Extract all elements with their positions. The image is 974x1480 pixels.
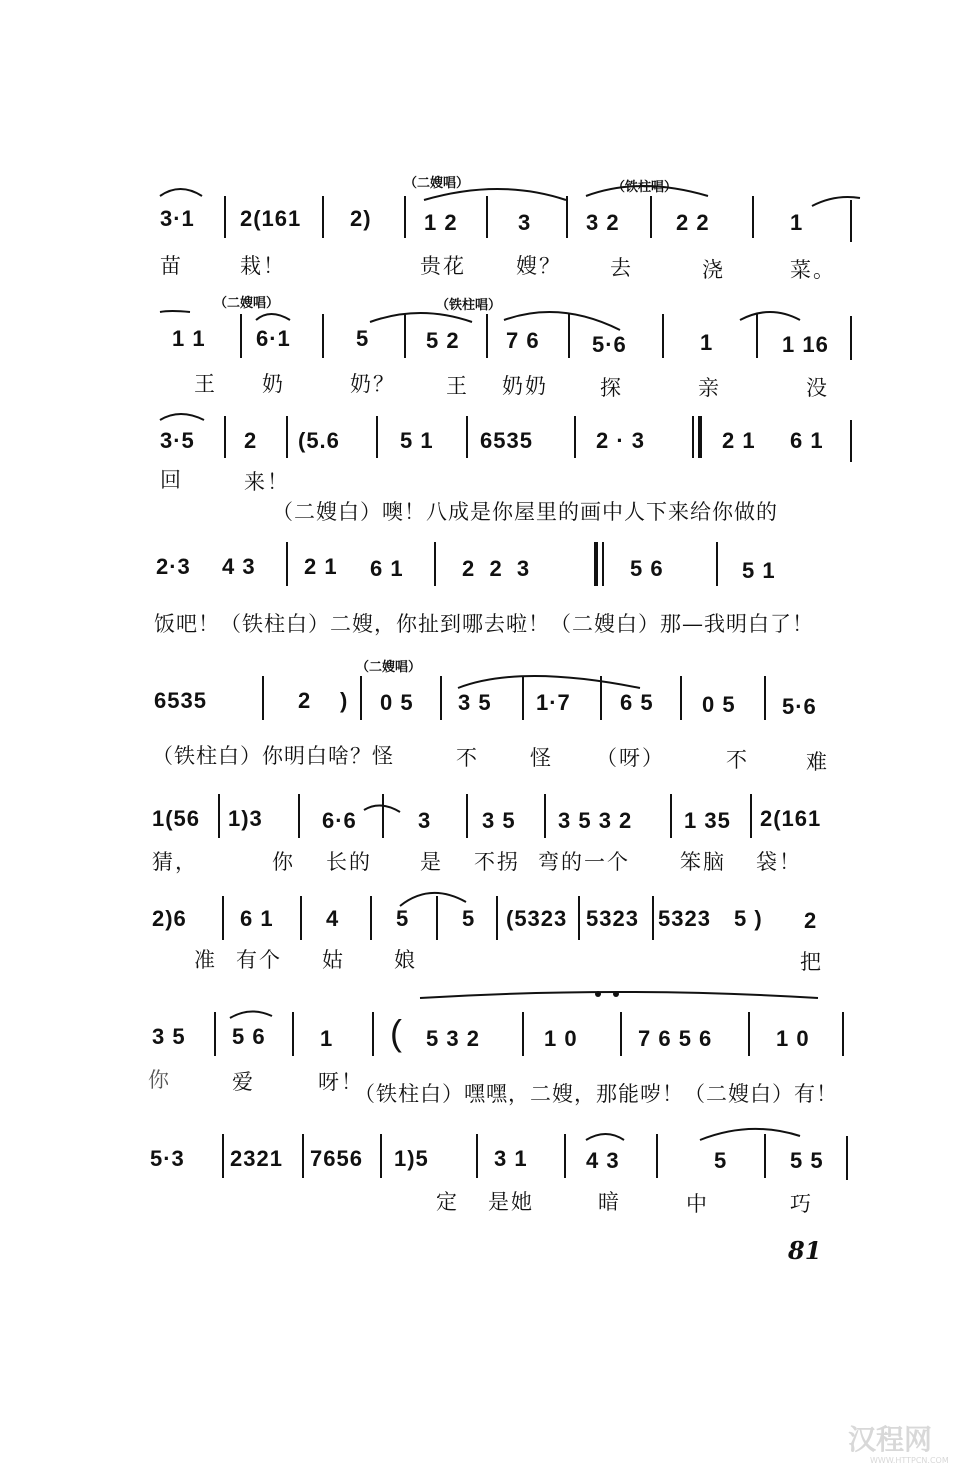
note-group: 5 ) — [734, 906, 763, 931]
bar-line — [286, 416, 288, 458]
note-group: 7 6 5 6 — [638, 1026, 713, 1051]
note-group: ( — [390, 1012, 403, 1053]
bar-line — [692, 416, 694, 458]
lyric: 不 — [456, 746, 479, 770]
bar-line — [566, 196, 568, 238]
note-group: 1 0 — [776, 1026, 810, 1051]
bar-line — [578, 896, 580, 940]
note-group: 2·3 — [156, 554, 191, 579]
bar-line — [564, 1134, 566, 1178]
note-group: 3 5 — [482, 808, 516, 833]
lyric: 娘 — [394, 948, 417, 972]
note-group: 5 5 — [790, 1148, 824, 1173]
note-group: 2321 — [230, 1146, 283, 1171]
lyric: 嫂？ — [516, 254, 562, 278]
bar-line — [764, 1134, 766, 1178]
bar-line — [656, 1134, 658, 1178]
bar-line — [842, 1012, 844, 1056]
spoken-dialogue: （铁柱白）你明白啥？怪 — [152, 744, 394, 768]
note-group: (5323 — [506, 906, 568, 931]
lyric: 去 — [610, 256, 633, 280]
note-group: 1)5 — [394, 1146, 429, 1171]
bar-line — [466, 794, 468, 838]
bar-line — [376, 416, 378, 458]
note-group: 6 1 — [790, 428, 824, 453]
bar-line — [476, 1134, 478, 1178]
note-group: (5.6 — [298, 428, 340, 453]
bar-line — [222, 1134, 224, 1178]
spoken-dialogue: 饭吧！（铁柱白）二嫂，你扯到哪去啦！（二嫂白）那—我明白了！ — [154, 612, 814, 636]
bar-line — [650, 196, 652, 238]
bar-line — [522, 676, 524, 720]
lyric: 来！ — [244, 470, 290, 494]
spoken-dialogue: （二嫂白）噢！八成是你屋里的画中人下来给你做的 — [272, 500, 778, 524]
note-group: 5 6 — [630, 556, 664, 581]
note-group: 2 2 3 — [462, 556, 531, 581]
note-group: 5 2 — [426, 328, 460, 353]
note-group: 1 — [790, 210, 804, 235]
bar-line — [752, 196, 754, 238]
bar-line — [214, 1012, 216, 1056]
note-group: 2 1 — [304, 554, 338, 579]
note-group: 5 — [356, 326, 370, 351]
note-group: 1 1 — [172, 326, 206, 351]
bar-line — [574, 416, 576, 458]
lyric: 爱 — [232, 1070, 255, 1094]
lyric: 怪 — [530, 746, 553, 770]
note-group: 3·1 — [160, 206, 195, 231]
bar-line — [440, 676, 442, 720]
note-group: 1(56 — [152, 806, 201, 831]
note-group: 3 5 3 2 — [558, 808, 633, 833]
bar-line — [850, 316, 852, 360]
bar-line — [764, 676, 766, 720]
note-group: 0 5 — [702, 692, 736, 717]
note-group: 1 0 — [544, 1026, 578, 1051]
bar-line — [652, 896, 654, 940]
note-group: 2 · 3 — [596, 428, 646, 453]
lyric: 奶奶 — [502, 374, 548, 398]
bar-line — [602, 542, 604, 586]
lyric: 弯的一个 — [538, 850, 630, 874]
note-group: 2(161 — [760, 806, 822, 831]
bar-line — [380, 1134, 382, 1178]
lyric: 栽！ — [240, 254, 286, 278]
note-group: 7656 — [310, 1146, 363, 1171]
bar-line — [680, 676, 682, 720]
note-group: 6·6 — [322, 808, 357, 833]
bar-line — [662, 314, 664, 358]
note-group: ) — [340, 688, 349, 713]
lyric: 是 — [420, 850, 443, 874]
singer-label: （二嫂唱） — [214, 296, 280, 311]
bar-line — [300, 896, 302, 940]
lyric: 浇 — [702, 258, 725, 282]
note-group: 0 5 — [380, 690, 414, 715]
bar-line — [620, 1012, 622, 1056]
bar-line — [522, 1012, 524, 1056]
bar-line — [436, 896, 438, 940]
lyric: 呀！ — [318, 1070, 364, 1094]
lyric: 苗 — [160, 254, 183, 278]
lyric: 不拐 — [474, 850, 520, 874]
note-group: 5·6 — [782, 694, 817, 719]
note-group: 6 5 — [620, 690, 654, 715]
lyric: 你 — [272, 850, 295, 874]
repeat-bar-line — [698, 416, 702, 458]
lyric: 有个 — [236, 948, 282, 972]
lyric: 难 — [806, 750, 829, 774]
singer-label: （铁柱唱） — [436, 298, 502, 313]
bar-line — [404, 196, 406, 238]
singer-label: （铁柱唱） — [612, 180, 678, 195]
bar-line — [496, 896, 498, 940]
note-group: 2) — [350, 206, 372, 231]
lyric: 回 — [160, 468, 183, 492]
bar-line — [262, 676, 264, 720]
note-group: 2)6 — [152, 906, 187, 931]
singer-label: （二嫂唱） — [404, 176, 470, 191]
note-group: 4 — [326, 906, 340, 931]
lyric: 贵花 — [420, 254, 466, 278]
lyric: 亲 — [698, 376, 721, 400]
note-group: 1 35 — [684, 808, 731, 833]
note-group: 1 — [320, 1026, 334, 1051]
note-group: 5 3 2 — [426, 1026, 480, 1051]
note-group: 3 5 — [152, 1024, 186, 1049]
lyric: 你 — [148, 1068, 171, 1092]
note-group: 6535 — [480, 428, 533, 453]
bar-line — [222, 896, 224, 940]
bar-line — [748, 1012, 750, 1056]
lyric: 准 — [194, 948, 217, 972]
note-group: 5 — [714, 1148, 728, 1173]
note-group: 5 1 — [400, 428, 434, 453]
bar-line — [360, 676, 362, 720]
bar-line — [286, 542, 288, 586]
note-group: 2(161 — [240, 206, 302, 231]
bar-line — [544, 794, 546, 838]
bar-line — [370, 896, 372, 940]
lyric: 菜。 — [790, 258, 836, 282]
page-number: 81 — [788, 1236, 822, 1265]
note-group: 5·6 — [592, 332, 627, 357]
note-group: 3·5 — [160, 428, 195, 453]
note-group: 6·1 — [256, 326, 291, 351]
bar-line — [600, 676, 602, 720]
lyric: 奶？ — [350, 372, 396, 396]
lyric: 定 — [436, 1190, 459, 1214]
repeat-bar-line — [594, 542, 598, 586]
bar-line — [756, 314, 758, 358]
note-group: 3 1 — [494, 1146, 528, 1171]
lyric: 奶 — [262, 372, 285, 396]
bar-line — [224, 196, 226, 238]
lyric: 没 — [806, 376, 829, 400]
lyric: 姑 — [322, 948, 345, 972]
note-group: 5 — [462, 906, 476, 931]
watermark-logo: 汉程网 — [848, 1423, 933, 1456]
bar-line — [670, 794, 672, 838]
lyric: 猜， — [152, 850, 198, 874]
note-group: 6 1 — [240, 906, 274, 931]
bar-line — [716, 542, 718, 586]
bar-line — [466, 416, 468, 458]
bar-line — [372, 1012, 374, 1056]
note-group: 5·3 — [150, 1146, 185, 1171]
lyric: 把 — [800, 950, 823, 974]
lyric: 长的 — [326, 850, 372, 874]
note-group: 5 6 — [232, 1024, 266, 1049]
bar-line — [292, 1012, 294, 1056]
singer-label: （二嫂唱） — [356, 660, 422, 675]
lyric: （呀） — [596, 746, 665, 770]
note-group: 5 1 — [742, 558, 776, 583]
note-group: 3 — [418, 808, 432, 833]
note-group: 2 — [298, 688, 312, 713]
lyric: 巧 — [790, 1192, 813, 1216]
bar-line — [568, 314, 570, 358]
bar-line — [846, 1136, 848, 1180]
lyric: 暗 — [598, 1190, 621, 1214]
bar-line — [298, 794, 300, 838]
bar-line — [302, 1134, 304, 1178]
note-group: 5323 — [586, 906, 639, 931]
note-group: 6 1 — [370, 556, 404, 581]
bar-line — [486, 196, 488, 238]
lyric: 袋！ — [756, 850, 802, 874]
note-group: 3 2 — [586, 210, 620, 235]
bar-line — [486, 314, 488, 358]
note-group: 1 — [700, 330, 714, 355]
note-group: 4 3 — [222, 554, 256, 579]
note-group: 2 — [244, 428, 258, 453]
bar-line — [850, 420, 852, 462]
note-group: 2 1 — [722, 428, 756, 453]
note-group: 6535 — [154, 688, 207, 713]
lyric: 中 — [686, 1192, 709, 1216]
watermark-url: WWW.HTTPCN.COM — [870, 1456, 949, 1465]
note-group: 5323 — [658, 906, 711, 931]
bar-line — [240, 314, 242, 358]
bar-line — [218, 794, 220, 838]
lyric: 王 — [446, 374, 469, 398]
bar-line — [434, 542, 436, 586]
note-group: 2 2 — [676, 210, 710, 235]
note-group: 4 3 — [586, 1148, 620, 1173]
note-group: 1·7 — [536, 690, 571, 715]
spoken-dialogue: （铁柱白）嘿嘿，二嫂，那能哕！（二嫂白）有！ — [354, 1082, 838, 1106]
lyric: 探 — [600, 376, 623, 400]
note-group: 1 16 — [782, 332, 829, 357]
note-group: 1)3 — [228, 806, 263, 831]
note-group: 1 2 — [424, 210, 458, 235]
bar-line — [750, 794, 752, 838]
bar-line — [382, 794, 384, 838]
lyric: 是她 — [488, 1190, 534, 1214]
lyric: 不 — [726, 748, 749, 772]
note-group: 5 — [396, 906, 410, 931]
bar-line — [322, 314, 324, 358]
note-group: 7 6 — [506, 328, 540, 353]
bar-line — [224, 416, 226, 458]
note-group: 3 5 — [458, 690, 492, 715]
bar-line — [322, 196, 324, 238]
bar-line — [404, 314, 406, 358]
lyric: 笨脑 — [680, 850, 726, 874]
note-group: 3 — [518, 210, 532, 235]
note-group: 2 — [804, 908, 818, 933]
lyric: 王 — [194, 372, 217, 396]
bar-line — [850, 200, 852, 242]
